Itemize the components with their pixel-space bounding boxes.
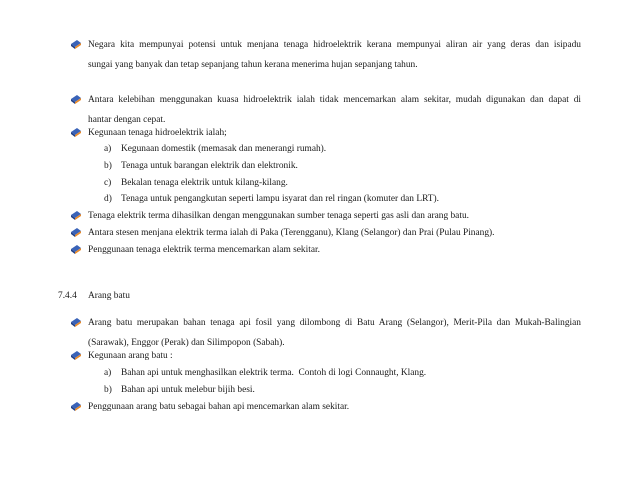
bullet-item — [71, 317, 581, 349]
bullet-text-line: hantar dengan cepat. — [88, 114, 166, 125]
bullet-text-line: Arang batu merupakan bahan tenaga api fosil yang dilombong di Batu Arang (Selangor), Merit-Pila dan Mukah-Balingian — [88, 318, 581, 328]
sub-item-marker: c) — [104, 178, 112, 188]
sub-item-text: Kegunaan domestik (memasak dan menerangi rumah). — [121, 144, 327, 154]
sub-list-item — [104, 143, 574, 155]
sub-item-marker: d) — [104, 194, 112, 204]
book-bullet-icon — [71, 318, 81, 327]
book-bullet-icon — [71, 128, 81, 137]
sub-item-marker: a) — [104, 144, 112, 154]
bullet-item — [71, 39, 581, 71]
sub-list-item — [104, 367, 574, 379]
section-title: Arang batu — [88, 291, 130, 301]
sub-item-text: Bahan api untuk menghasilkan elektrik terma. Contoh di logi Connaught, Klang. — [121, 368, 427, 378]
bullet-text: Antara stesen menjana elektrik terma ialah di Paka (Terengganu), Klang (Selangor) dan Prai (Pulau Pinang). — [88, 228, 495, 238]
book-bullet-icon — [71, 95, 81, 104]
bullet-text-line: sungai yang banyak dan tetap sepanjang tahun kerana menerima hujan sepanjang tahun. — [88, 59, 418, 70]
sub-list-item — [104, 193, 574, 205]
book-bullet-icon — [71, 228, 81, 237]
sub-list-item — [104, 177, 574, 189]
bullet-text: Kegunaan arang batu : — [88, 351, 173, 361]
sub-item-text: Tenaga untuk pengangkutan seperti lampu isyarat dan rel ringan (komuter dan LRT). — [121, 194, 439, 204]
bullet-text-line: Negara kita mempunyai potensi untuk menjana tenaga hidroelektrik kerana mempunyai aliran air yang deras dan isipadu — [88, 40, 581, 50]
book-bullet-icon — [71, 245, 81, 254]
bullet-item — [71, 94, 581, 126]
bullet-text: Kegunaan tenaga hidroelektrik ialah; — [88, 128, 227, 138]
bullet-text: Penggunaan tenaga elektrik terma mencemarkan alam sekitar. — [88, 245, 320, 255]
book-bullet-icon — [71, 40, 81, 49]
sub-item-text: Tenaga untuk barangan elektrik dan elektronik. — [121, 161, 298, 171]
bullet-text-line: Antara kelebihan menggunakan kuasa hidroelektrik ialah tidak mencemarkan alam sekitar, mudah digunakan dan dapat di — [88, 95, 581, 105]
sub-item-marker: b) — [104, 385, 112, 395]
bullet-item — [71, 210, 581, 222]
bullet-text-line: (Sarawak), Enggor (Perak) dan Silimpopon (Sabah). — [88, 337, 285, 348]
sub-item-text: Bekalan tenaga elektrik untuk kilang-kilang. — [121, 178, 288, 188]
bullet-item — [71, 127, 581, 139]
sub-item-marker: a) — [104, 368, 112, 378]
sub-list-item — [104, 160, 574, 172]
book-bullet-icon — [71, 402, 81, 411]
bullet-item — [71, 401, 581, 413]
book-bullet-icon — [71, 211, 81, 220]
sub-item-marker: b) — [104, 161, 112, 171]
bullet-item — [71, 244, 581, 256]
sub-list-item — [104, 384, 574, 396]
book-bullet-icon — [71, 351, 81, 360]
bullet-item — [71, 350, 581, 362]
bullet-text: Penggunaan arang batu sebagai bahan api mencemarkan alam sekitar. — [88, 402, 350, 412]
section-number: 7.4.4 — [58, 291, 77, 301]
sub-item-text: Bahan api untuk melebur bijih besi. — [121, 385, 255, 395]
bullet-text: Tenaga elektrik terma dihasilkan dengan menggunakan sumber tenaga seperti gas asli dan arang batu. — [88, 211, 469, 221]
bullet-item — [71, 227, 581, 239]
